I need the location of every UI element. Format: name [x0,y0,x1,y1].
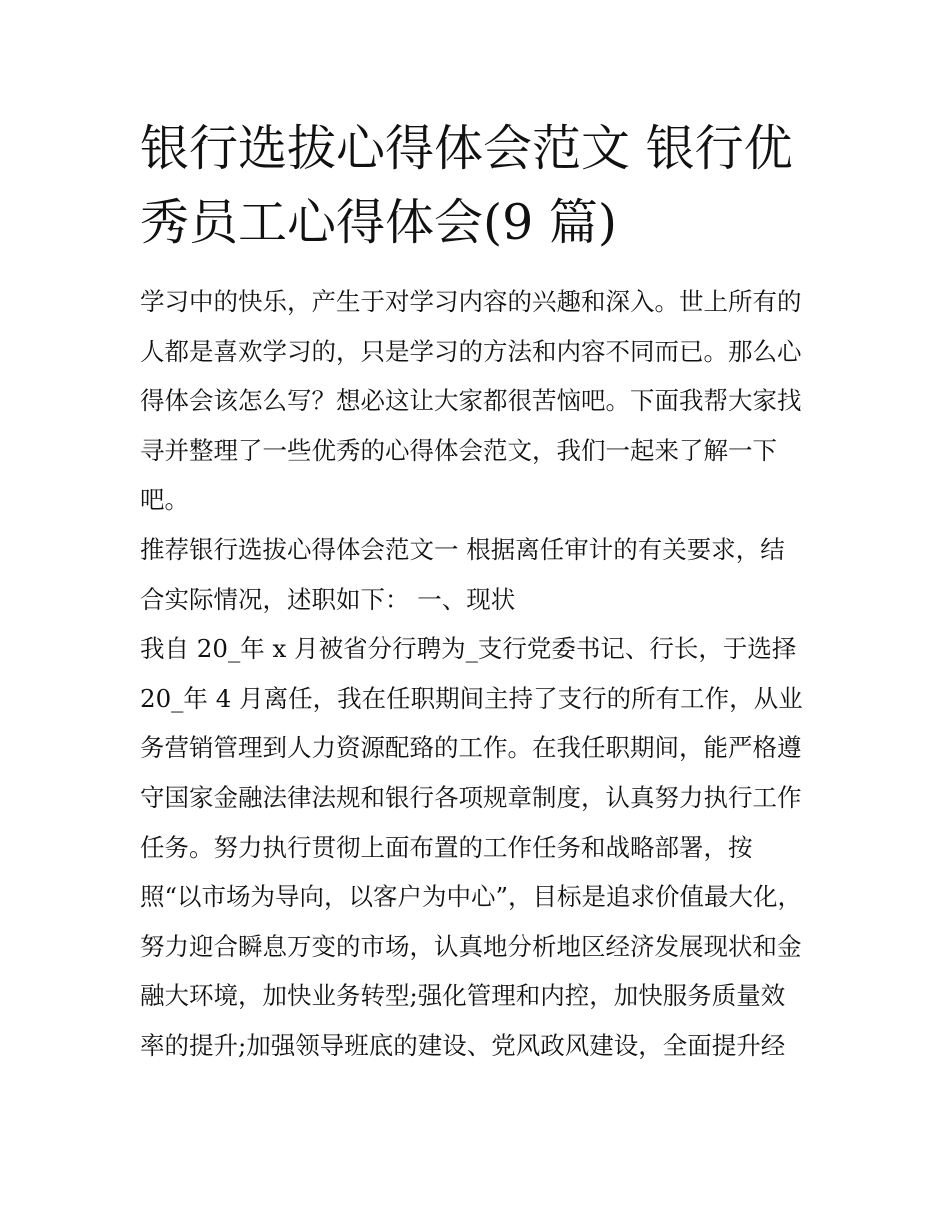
body-line: 任务。努力执行贯彻上面布置的工作任务和战略部署，按 [140,832,753,862]
document-title-line-1: 银行选拔心得体会范文 银行优 [140,120,793,177]
body-line: 我自 20_年 x 月被省分行聘为_支行党委书记、行长，于选择 [140,634,797,664]
body-line: 率的提升;加强领导班底的建设、党风政风建设，全面提升经 [140,1030,786,1060]
body-line: 20_年 4 月离任，我在任职期间主持了支行的所有工作，从业 [140,683,803,713]
body-line: 照“以市场为导向，以客户为中心”，目标是追求价值最大化， [140,882,803,912]
body-line: 推荐银行选拔心得体会范文一 根据离任审计的有关要求，结 [140,534,785,564]
document-title-line-2: 秀员工心得体会(9 篇) [140,194,617,251]
body-line: 努力迎合瞬息万变的市场，认真地分析地区经济发展现状和金 [140,931,802,961]
document-body [140,287,830,1081]
body-line: 守国家金融法律法规和银行各项规章制度，认真努力执行工作 [140,782,802,812]
body-line: 人都是喜欢学习的，只是学习的方法和内容不同而已。那么心 [140,336,802,366]
body-line: 务营销管理到人力资源配臵的工作。在我任职期间，能严格遵 [140,733,802,763]
body-line: 融大环境，加快业务转型;强化管理和内控，加快服务质量效 [140,981,786,1011]
body-line: 寻并整理了一些优秀的心得体会范文，我们一起来了解一下 [140,435,777,465]
body-line: 吧。 [140,485,189,515]
body-line: 得体会该怎么写？想必这让大家都很苦恼吧。下面我帮大家找 [140,386,802,416]
body-line: 合实际情况，述职如下： 一、现状 [140,584,516,614]
body-line: 学习中的快乐，产生于对学习内容的兴趣和深入。世上所有的 [140,287,802,316]
